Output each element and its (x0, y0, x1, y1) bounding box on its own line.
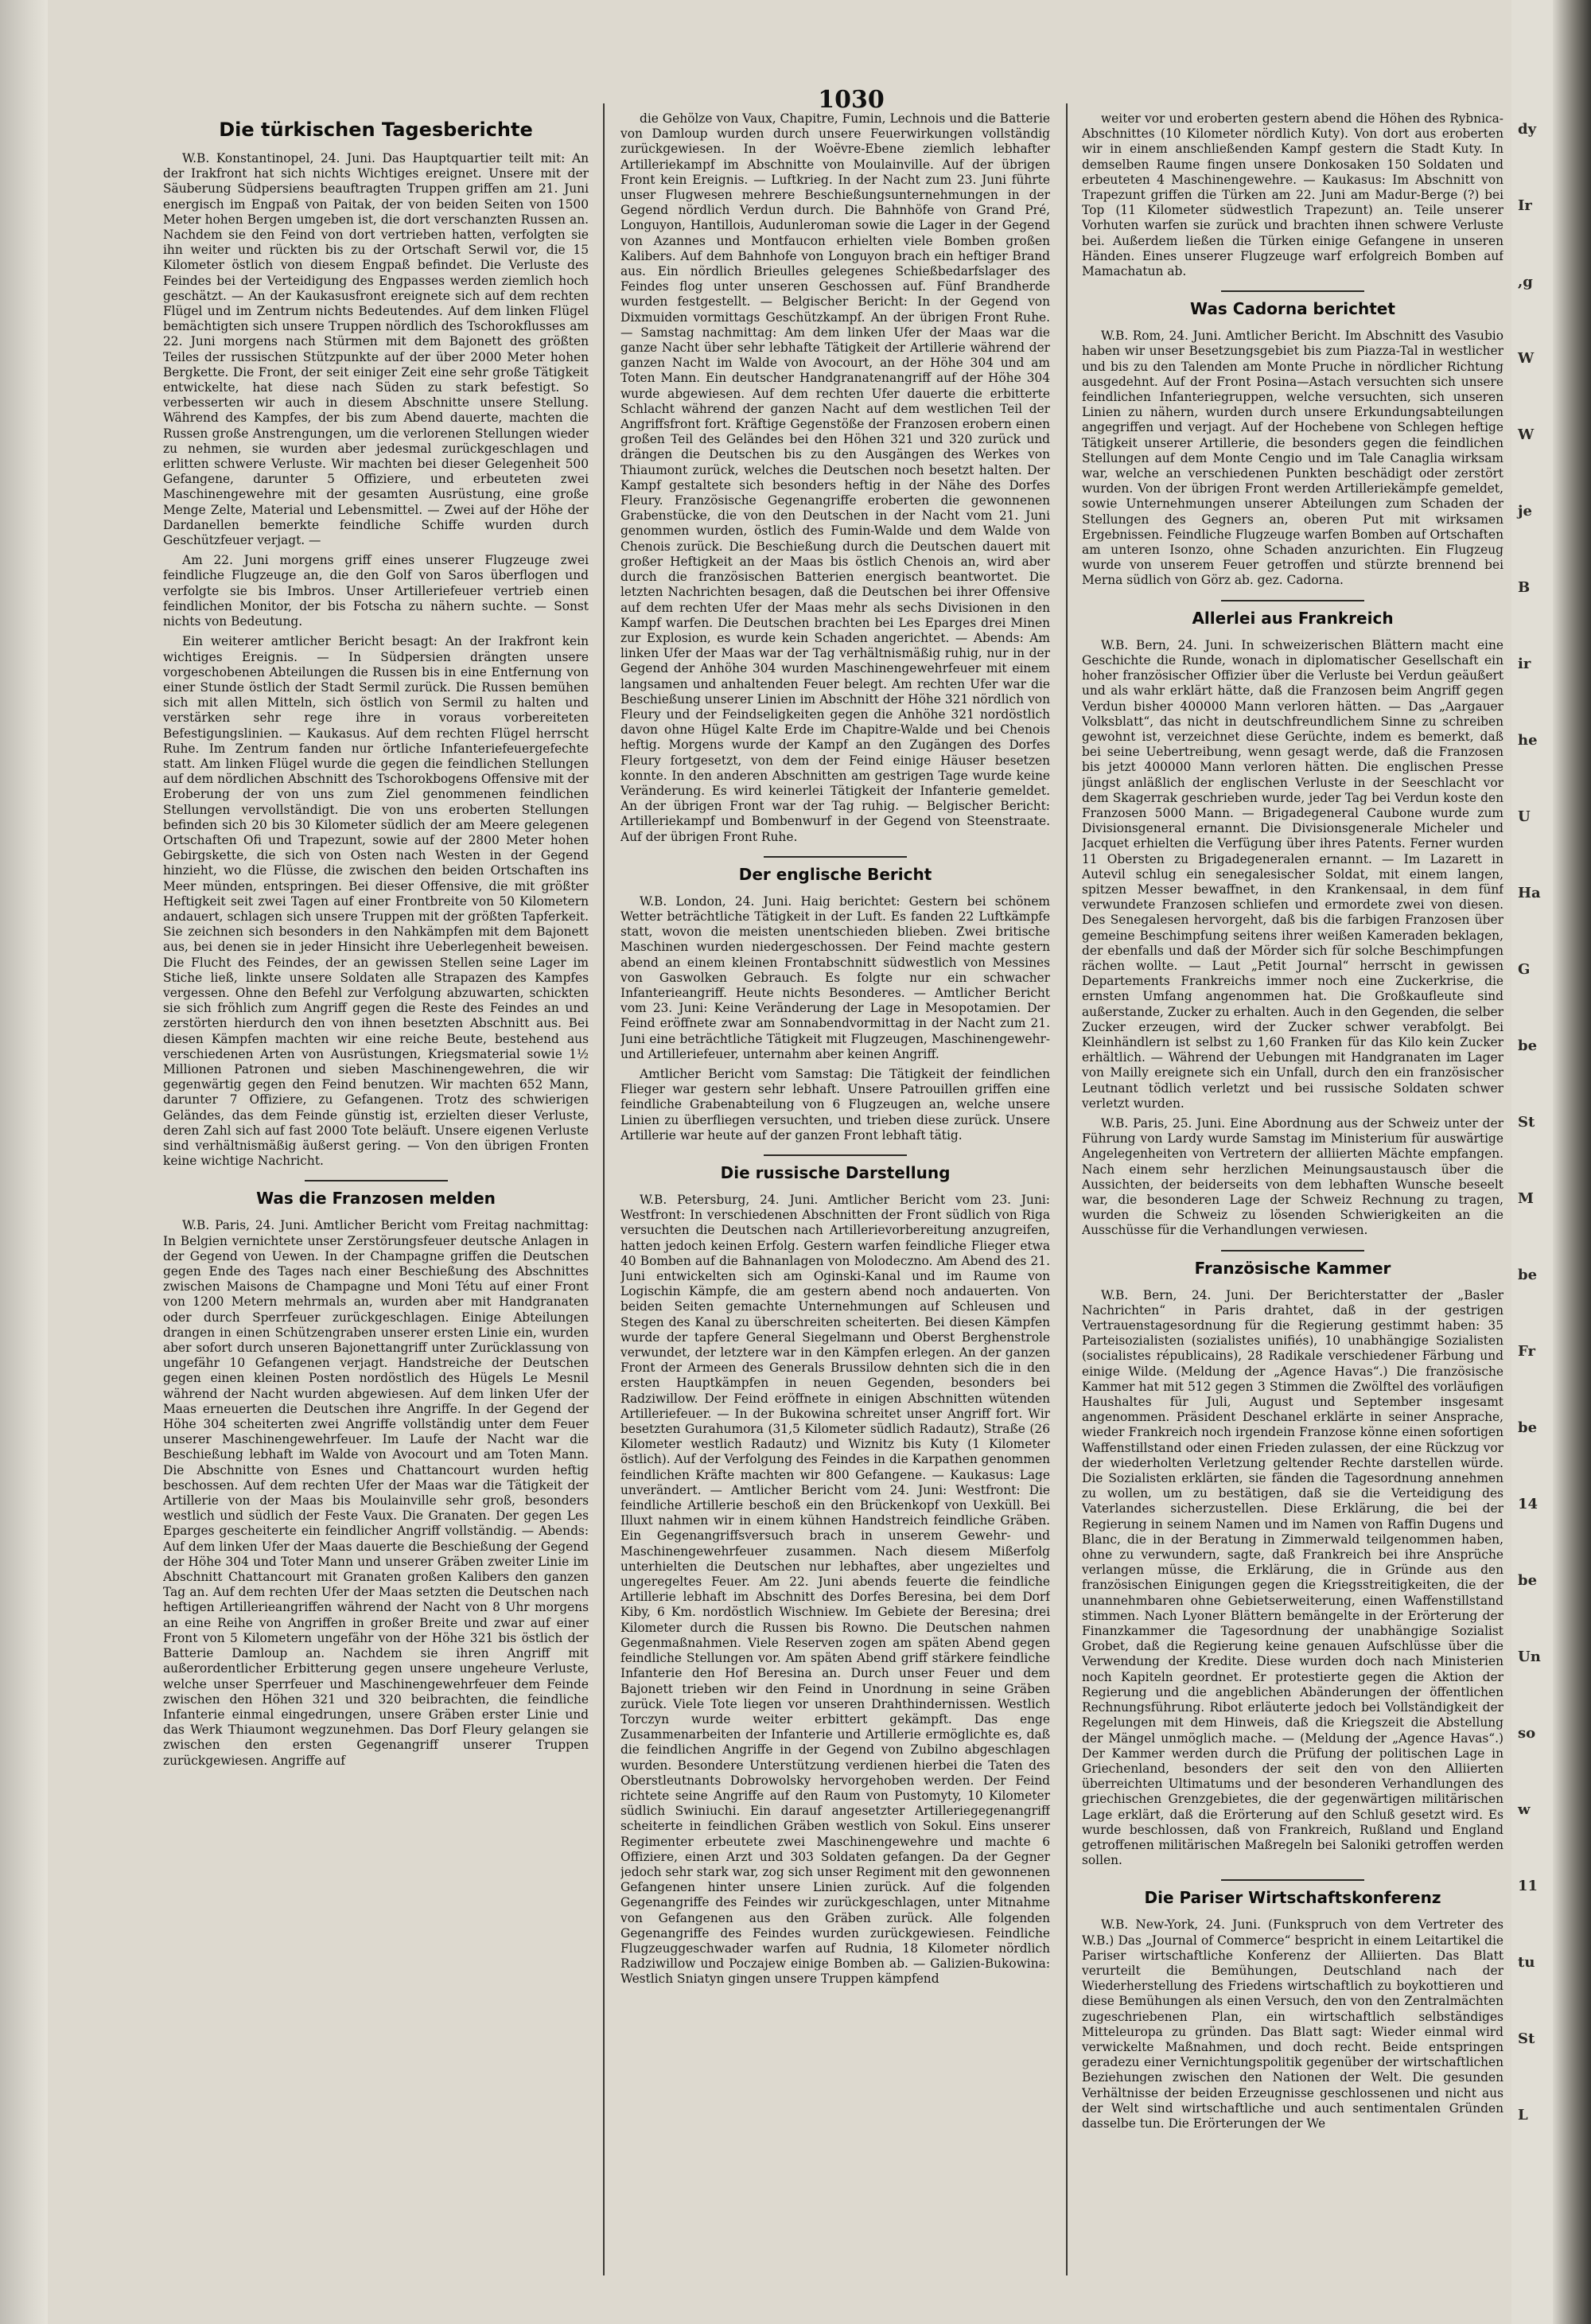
gutter-fragment: Un (1518, 1649, 1541, 1665)
headline-france-misc: Allerlei aus Frankreich (1192, 608, 1394, 628)
headline-french-reports: Was die Franzosen melden (256, 1189, 496, 1209)
article-paragraph: W.B. Bern, 24. Juni. Der Berichterstatter der „Basler Nachrichten“ in Paris drahtet, daß in der gestrigen Vertrauenstagesordnung für die Regierung gestimmt haben: 35 Parteisozialisten (sozialistes unifiés), 10 unabhängige Sozialisten (socialistes républicains), 28 Radikale verschiedener Färbung und einige Wilde. (Meldung der „Agence Havas“.) Die französische Kammer hat mit 512 gegen 3 Stimmen die Zwölftel des vorläufigen Haushaltes für Juli, August und September insgesamt angenommen. Präsident Deschanel erklärte in seiner Ansprache, wieder Frankreich noch irgendein Franzose könne einen sofortigen Waffenstillstand oder einen Frieden zulassen, der eine Rückzug vor der wiederholten Verletzung geltender Rechte darstellen würde. Die Sozialisten erklärten, sie fänden die Tagesordnung annehmen zu wollen, um zu bestätigen, daß sie die Verteidigung des Vaterlandes sicherzustellen. Diese Erklärung, die bei der Regierung in seinem Namen und im Namen von Raffin Dugens und Blanc, die in der Beratung in Zimmerwald teilgenommen haben, ohne zu verwundern, sagte, daß Frankreich bei ihre Ansprüche verlangen müsse, die Erklärung, die in Gründe aus den französischen Einigungen gegen die Kriegsstreitigkeiten, die der unannehmbaren ohne Gebietserweiterung, einen Waffenstillstand stimmen. Nach Lyoner Blättern bemängelte in der Erörterung der Finanzkammer die Tagesordnung der unabhängige Sozialist Grobet, daß die Regierung keine genauen Aufschlüsse über die Verwendung der Kredite. Diese wurden doch nach Ministerien noch Kapiteln geordnet. Er protestierte gegen die Aktion der Regierung und die angeblichen Abänderungen der öffentlichen Rechnungsführung. Ribot erläuterte jedoch bei Vollständigkeit der Regelungen mit dem Hinweis, daß die Kriegszeit die Abstellung der Mängel unmöglich mache. — (Meldung der „Agence Havas“.) Der Kammer werden durch die Prüfung der politischen Lage in Griechenland, besonders der seit den von den Alliierten überreichten Ultimatums und der besonderen Verhandlungen des griechischen Grenzgebietes, die der gegenwärtigen militärischen Lage erklärt, daß die Erörterung auf den Schluß gesetzt wird. Es wurde beschlossen, daß von Frankreich, Rußland und England getroffenen militärischen Maßregeln bei Saloniki getroffen werden sollen. (1082, 1287, 1503, 1868)
article-paragraph: W.B. London, 24. Juni. Haig berichtet: Gestern bei schönem Wetter beträchtliche Tätigkeit in der Luft. Es fanden 22 Luftkämpfe statt, wovon die meisten unentschieden blieben. Zwei britische Maschinen wurden niedergeschossen. Der Feind machte gestern abend an einem kleinen Frontabschnitt südwestlich von Messines von Gaswolken Gebrauch. Es folgte nur ein schwacher Infanterieangriff. Heute nichts Besonderes. — Amtlicher Bericht vom 23. Juni: Keine Veränderung der Lage in Mesopotamien. Der Feind eröffnete zwar am Sonnabendvormittag in der Nacht zum 21. Juni eine beträchtliche Tätigkeit mit Flugzeugen, Maschinengewehr- und Artilleriefeuer, unternahm aber keinen Angriff. (620, 893, 1050, 1061)
gutter-fragment: be (1518, 1037, 1538, 1054)
gutter-fragment: be (1518, 1267, 1538, 1283)
gutter-fragment: B (1518, 579, 1531, 596)
gutter-fragment: St (1518, 1114, 1535, 1131)
headline-french-chamber: Französische Kammer (1194, 1258, 1391, 1278)
gutter-fragment: so (1518, 1725, 1536, 1742)
column-1 (163, 111, 589, 2275)
article-paragraph: die Gehölze von Vaux, Chapitre, Fumin, Lechnois und die Batterie von Damloup wurden durch unsere Feuerwirkungen vollständig zurückgewiesen. In der Woëvre-Ebene ziemlich lebhafter Artilleriekampf im Abschnitte von Moulainville. Auf der übrigen Front kein Ereignis. — Luftkrieg. In der Nacht zum 23. Juni führte unser Flugwesen mehrere Beschießungsunternehmungen in der Gegend nördlich Verdun durch. Die Bahnhöfe von Grand Pré, Longuyon, Hantillois, Audunleroman sowie die Lager in der Gegend von Azannes und Montfaucon erhielten viele Bomben großen Kalibers. Auf dem Bahnhofe von Longuyon brach ein heftiger Brand aus. Ein nördlich Brieulles gelegenes Schießbedarfslager des Feindes flog unter unseren Geschossen auf. Fünf Brandherde wurden festgestellt. — Belgischer Bericht: In der Gegend von Dixmuiden vormittags Geschützkampf. An der übrigen Front Ruhe. — Samstag nachmittag: Am dem linken Ufer der Maas war die ganze Nacht über sehr lebhafte Tätigkeit der Artillerie während der ganzen Nacht im Walde von Avocourt, an der Höhe 304 und am Toten Mann. Ein deutscher Handgranatenangriff auf der Höhe 304 wurde abgewiesen. Auf dem rechten Ufer dauerte die erbitterte Schlacht während der ganzen Nacht auf dem westlichen Teil der Angriffsfront fort. Kräftige Gegenstöße der Franzosen erobern einen großen Teil des Geländes bei den Höhen 321 und 320 zurück und drängen die Deutschen bis zu den Ausgängen des Werkes von Thiaumont zurück, welches die Deutschen noch besetzt halten. Der Kampf gestaltete sich besonders heftig in der Nähe des Dorfes Fleury. Französische Gegenangriffe eroberten die gewonnenen Grabenstücke, die von den Deutschen in der Nacht vom 21. Juni genommen wurden, östlich des Fumin-Walde und dem Walde von Chenois zurück. Die Beschießung durch die Deutschen dauert mit großer Heftigkeit an der Maas bis östlich Chenois an, wird aber durch die französischen Batterien energisch beantwortet. Die letzten Nachrichten besagen, daß die Deutschen bei ihrer Offensive auf dem rechten Ufer der Maas mehr als sechs Divisionen in den Kampf warfen. Die Deutschen brachten bei Les Eparges drei Minen zur Explosion, es wurde kein Schaden angerichtet. — Abends: Am linken Ufer der Maas war der Tag verhältnismäßig ruhig, nur in der Gegend der Anhöhe 304 wurden Maschinengewehrfeuer mit einem langsamen und anhaltenden Feuer belegt. Am rechten Ufer war die Beschießung unserer Linien im Abschnitt der Höhe 321 nördlich von Fleury und der Feindseligkeiten gegen die Anhöhe 321 nordöstlich davon ohne Hügel Kalte Erde im Chapitre-Walde und bei Chenois heftig. Morgens wurde der Kampf an den Zugängen des Dorfes Fleury fortgesetzt, von dem der Feind einige Häuser besetzen konnte. In den anderen Abschnitten am gestrigen Tage wurde keine Veränderung. Es wird keinerlei Tätigkeit der Infanterie gemeldet. An der übrigen Front war der Tag ruhig. — Belgischer Bericht: Artilleriekampf und Bombenwurf in der Gegend von Steenstraate. Auf der übrigen Front Ruhe. (620, 111, 1050, 844)
gutter-fragment: ir (1518, 656, 1531, 672)
gutter-fragment: be (1518, 1572, 1538, 1589)
article-paragraph: Am 22. Juni morgens griff eines unserer Flugzeuge zwei feindliche Flugzeuge an, die den Golf von Saros überflogen und verfolgte sie bis Imbros. Unser Artilleriefeuer vertrieb einen feindlichen Monitor, der bis Fotscha zu nähern suchte. — Sonst nichts von Bedeutung. (163, 553, 589, 629)
gutter-fragment: W (1518, 426, 1535, 443)
gutter-fragment: Ir (1518, 197, 1532, 214)
article-paragraph: Ein weiterer amtlicher Bericht besagt: An der Irakfront kein wichtiges Ereignis. — In Südpersien drängten unsere vorgeschobenen Abteilungen die Russen bis in eine Entfernung von einer Stunde östlich der Stadt Sermil zurück. Die Russen bemühen sich mit allen Mitteln, sich östlich von Sermil zu halten und verstärken sehr rege ihre in voraus vorbereiteten Befestigungslinien. — Kaukasus. Auf dem rechten Flügel herrscht Ruhe. Im Zentrum fanden nur örtliche Infanteriefeuergefechte statt. Am linken Flügel wurde die gegen die feindlichen Stellungen auf dem nördlichen Abschnitt des Tschorokbogens Offensive mit der Eroberung der von uns zum Ziel genommenen feindlichen Stellungen vervollständigt. Die von uns eroberten Stellungen befinden sich 20 bis 30 Kilometer südlich der am Meere gelegenen Ortschaften Ofi und Trapezunt, sowie auf der 2800 Meter hohen Gebirgskette, die sich von Osten nach Westen in der Gegend hinzieht, wo die Flüsse, die zwischen den beiden Ortschaften ins Meer münden, entspringen. Bei dieser Offensive, die mit größter Heftigkeit seit zwei Tagen auf einer Frontbreite von 50 Kilometern andauert, schlagen sich unsere Truppen mit der größten Tapferkeit. Sie zeichnen sich besonders in den Nahkämpfen mit dem Bajonett aus, bei denen sie in jeder Hinsicht ihre Ueberlegenheit beweisen. Die Flucht des Feindes, der an gewissen Stellen seine Lager im Stiche ließ, linkte unsere Soldaten alle Strapazen des Kampfes vergessen. Ohne den Befehl zur Verfolgung abzuwarten, schickten sie sich fröhlich zum Angriff gegen die Reste des Feindes an und zerstörten hierdurch den von ihnen besetzten Abschnitt aus. Bei diesen Kämpfen machten wir eine reiche Beute, bestehend aus verschiedenen Arten von Ausrüstungen, Kriegsmaterial sowie 1½ Millionen Patronen und sieben Maschinengewehren, die wir gegenwärtig gegen den Feind benutzen. Wir machten 652 Mann, darunter 7 Offiziere, zu Gefangenen. Trotz des schwierigen Geländes, das dem Feinde günstig ist, erzielten dieser Verluste, deren Zahl sich auf fast 2000 Tote beläuft. Unsere eigenen Verluste sind verhältnismäßig äußerst gering. — Von den übrigen Fronten keine wichtige Nachricht. (163, 634, 589, 1169)
headline-paris-conference: Die Pariser Wirtschaftskonferenz (1144, 1888, 1441, 1908)
gutter-fragment: tu (1518, 1954, 1535, 1971)
scan-edge-right (1553, 0, 1591, 2324)
gutter-fragment: W (1518, 350, 1535, 367)
gutter-fragment: U (1518, 808, 1531, 825)
article-divider (1221, 290, 1364, 292)
article-divider (764, 1154, 907, 1156)
headline-english-report: Der englische Bericht (738, 864, 932, 884)
column-rule (1066, 103, 1068, 2275)
article-paragraph: weiter vor und eroberten gestern abend die Höhen des Rybnica-Abschnittes (10 Kilometer nördlich Kuty). Von dort aus eroberten wir in einem anschließenden Kampf gestern die Stadt Kuty. In demselben Raume fingen unsere Donkosaken 150 Soldaten und erbeuteten 4 Maschinengewehre. — Kaukasus: Im Abschnitt von Trapezunt griffen die Türken am 22. Juni am Madur-Berge (?) bei Top (11 Kilometer südwestlich Trapezunt) an. Teile unserer Vorhuten warfen sie zurück und brachten ihnen schwere Verluste bei. Außerdem ließen die Türken einige Gefangene in unseren Händen. Eines unserer Flugzeuge warf erfolgreich Bomben auf Mamachatun ab. (1082, 111, 1503, 279)
article-paragraph: W.B. Konstantinopel, 24. Juni. Das Hauptquartier teilt mit: An der Irakfront hat sich nichts Wichtiges ereignet. Unsere mit der Säuberung Südpersiens beauftragten Truppen griffen am 21. Juni energisch im Engpaß von Paitak, der von beiden Seiten von 1500 Meter hohen Bergen umgeben ist, die dort verschanzten Russen an. Nachdem sie den Feind von dort vertrieben hatten, verfolgten sie ihn weiter und rückten bis zu der Ortschaft Serwil vor, die 15 Kilometer östlich von diesem Engpaß befindet. Die Verluste des Feindes bei der Verteidigung des Engpasses werden ziemlich hoch geschätzt. — An der Kaukasusfront ereignete sich auf dem rechten Flügel und im Zentrum nichts Bedeutendes. Auf dem linken Flügel bemächtigten sich unsere Truppen nördlich des Tschorokflusses am 22. Juni morgens nach Stürmen mit dem Bajonett des größten Teiles der russischen Stützpunkte auf der über 2000 Meter hohen Bergkette. Die Front, der seit einiger Zeit eine sehr große Tätigkeit entwickelte, hat diese nach Süden zu stark befestigt. So verbesserten wir auch in diesem Abschnitte unsere Stellung. Während des Kampfes, der bis zum Abend dauerte, machten die Russen große Anstrengungen, um die verlorenen Stellungen wieder zu nehmen, sie wurden aber jedesmal zurückgeschlagen und erlitten schwere Verluste. Wir machten bei dieser Gelegenheit 500 Gefangene, darunter 5 Offiziere, und erbeuteten zwei Maschinengewehre mit der gesamten Ausrüstung, eine große Menge Zelte, Material und Lebensmittel. — Zwei auf der Höhe der Dardanellen bemerkte feindliche Schiffe wurden durch Geschützfeuer verjagt. — (163, 151, 589, 548)
scan-edge-left (0, 0, 48, 2324)
article-paragraph: Amtlicher Bericht vom Samstag: Die Tätigkeit der feindlichen Flieger war gestern sehr lebhaft. Unsere Patrouillen griffen eine feindliche Grabenabteilung von 6 Flugzeugen an, welche unsere Linien zu überfliegen versuchten, und trieben diese zurück. Unsere Artillerie war heute auf der ganzen Front lebhaft tätig. (620, 1066, 1050, 1143)
article-paragraph: W.B. Paris, 24. Juni. Amtlicher Bericht vom Freitag nachmittag: In Belgien vernichtete unser Zerstörungsfeuer deutsche Anlagen in der Gegend von Uewen. In der Champagne griffen die Deutschen gegen Ende des Tages nach einer Beschießung des Abschnittes zwischen Maisons de Champagne und Moni Tétu auf einer Front von 1200 Metern mehrmals an, wurden aber mit Handgranaten oder durch Sperrfeuer zurückgeschlagen. Einige Abteilungen drangen in einen Schützengraben unserer ersten Linie ein, wurden aber sofort durch unseren Bajonettangriff unter Zurücklassung von ungefähr 10 Gefangenen verjagt. Handstreiche der Deutschen gegen einen kleinen Posten nordöstlich des Hügels Le Mesnil während der Nacht wurden abgewiesen. Auf dem linken Ufer der Maas erneuerten die Deutschen ihre Angriffe. In der Gegend der Höhe 304 scheiterten zwei Angriffe vollständig unter dem Feuer unserer Maschinengewehrfeuer. Im Laufe der Nacht war die Beschießung lebhaft im Walde von Avocourt und am Toten Mann. Die Abschnitte von Esnes und Chattancourt wurden heftig beschossen. Auf dem rechten Ufer der Maas war die Tätigkeit der Artillerie von der Maas bis Moulainville sehr groß, besonders westlich und südlich der Feste Vaux. Die Granaten. Der gegen Les Eparges gescheiterte ein feindlicher Angriff vollständig. — Abends: Auf dem linken Ufer der Maas dauerte die Beschießung der Gegend der Höhe 304 und Toter Mann und unserer Gräben zweiter Linie im Abschnitt Chattancourt mit Granaten großen Kalibers den ganzen Tag an. Auf dem rechten Ufer der Maas setzten die Deutschen nach heftigen Artillerieangriffen während der Nacht von 8 Uhr morgens an eine Reihe von Angriffen in großer Breite und zwar auf einer Front von 5 Kilometern ungefähr von der Höhe 321 bis östlich der Batterie Damloup an. Nachdem sie ihren Angriff mit außerordentlicher Erbitterung gegen unsere ungeheure Verluste, welche unser Sperrfeuer und Maschinengewehrfeuer dem Feinde zwischen den Höhen 321 und 320 beibrachten, die feindliche Infanterie einmal eingedrungen, unsere Gräben erster Linie und das Werk Thiaumont wegzunehmen. Das Dorf Fleury gelangen sie zwischen den ersten Gegenangriff unserer Truppen zurückgewiesen. Angriffe auf (163, 1218, 589, 1768)
page-number: 1030 (818, 86, 885, 114)
article-divider (305, 1180, 448, 1181)
gutter-fragment: M (1518, 1190, 1534, 1207)
headline-russian-report: Die russische Darstellung (720, 1163, 951, 1182)
gutter-fragment: Ha (1518, 885, 1541, 901)
column-rule (603, 103, 605, 2275)
gutter-fragment: be (1518, 1419, 1538, 1436)
adjacent-page-gutter (1511, 0, 1553, 2324)
article-paragraph: W.B. Petersburg, 24. Juni. Amtlicher Bericht vom 23. Juni: Westfront: In verschiedenen Abschnitten der Front südlich von Riga versuchten die Deutschen nach Artillerievorbereitung anzugreifen, hatten jedoch keinen Erfolg. Gestern warfen feindliche Flieger etwa 40 Bomben auf die Bahnanlagen von Molodeczno. Am Abend des 21. Juni entwickelten sich am Oginski-Kanal und im Raume von Logischin Kämpfe, die am gestern abend noch andauerten. Von beiden Seiten gemachte Unternehmungen auf Schleusen und Stegen des Kanal zu überschreiten scheiterten. Bei diesen Kämpfen wurde der tapfere General Siegelmann und Oberst Berghenstrole verwundet, der letztere war in den Kämpfen erlegen. An der ganzen Front der Armeen des Generals Brussilow dehnten sich die in den ersten Hauptkämpfen in neuen Gegenden, besonders bei Radziwillow. Der Feind eröffnete in einigen Abschnitten wütenden Artilleriefeuer. — In der Bukowina schreitet unser Angriff fort. Wir besetzten Gurahumora (31,5 Kilometer südlich Radautz), Straße (26 Kilometer westlich Radautz) und Wiznitz bis Kuty (1 Kilometer östlich). Auf der Verfolgung des Feindes in die Karpathen genommen feindlichen Kräfte machten wir 800 Gefangene. — Kaukasus: Lage unverändert. — Amtlicher Bericht vom 24. Juni: Westfront: Die feindliche Artillerie beschoß ein den Brückenkopf von Uexküll. Bei Illuxt nahmen wir in einem kühnen Handstreich feindliche Gräben. Ein Gegenangriffsversuch brach in unserem Gewehr- und Maschinengewehrfeuer zusammen. Nach diesem Mißerfolg unterhielten die Deutschen nur lebhaftes, aber ungezieltes und ungeregeltes Feuer. Am 22. Juni abends feuerte die feindliche Artillerie lebhaft im Abschnitt des Dorfes Beresina, bei dem Dorf Kiby, 6 Km. nordöstlich Wischniew. Im Gebiete der Beresina; drei Kilometer durch die Russen bis Rowno. Die Deutschen nahmen Gegenmaßnahmen. Viele Reserven zogen am späten Abend gegen feindliche Stellungen vor. Am späten Abend griff stärkere feindliche Infanterie den Hof Beresina an. Durch unser Feuer und dem Bajonett trieben wir den Feind in Unordnung in seine Gräben zurück. Viele Tote liegen vor unseren Drahthindernissen. Westlich Torczyn wurde weiter erbittert gekämpft. Das enge Zusammenarbeiten der Infanterie und Artillerie ermöglichte es, daß die feindlichen Angriffe in der Gegend von Zubilno abgeschlagen wurden. Besondere Unterstützung verdienen hierbei die Taten des Oberstleutnants Dobrowolsky hervorgehoben werden. Der Feind richtete seine Angriffe auf den Raum von Pustomyty, 10 Kilometer südlich Swiniuchi. Ein darauf angesetzter Artilleriegegenangriff scheiterte in feindlichen Gräben westlich von Sokul. Eins unserer Regimenter erbeutete zwei Maschinengewehre und machte 6 Offiziere, einen Arzt und 303 Soldaten gefangen. Da der Gegner jedoch sehr stark war, zog sich unser Regiment mit den gewonnenen Gefangenen hinter unsere Linien zurück. Auf die folgenden Gegenangriffe des Feindes wir zurückgeschlagen, unter Mitnahme von Gefangenen aus den Gräben zurück. Alle folgenden Gegenangriffe des Feindes wurden zurückgewiesen. Feindliche Flugzeuggeschwader warfen auf Rudnia, 18 Kilometer nördlich Radziwillow und Poczajew einige Bomben ab. — Galizien-Bukowina: Westlich Sniatyn gingen unsere Truppen kämpfend (620, 1193, 1050, 1987)
headline-cadorna-report: Was Cadorna berichtet (1190, 299, 1395, 319)
headline-turkish-reports: Die türkischen Tagesberichte (219, 119, 533, 141)
gutter-fragment: ,g (1518, 274, 1533, 290)
gutter-fragment: he (1518, 732, 1538, 749)
article-paragraph: W.B. Paris, 25. Juni. Eine Abordnung aus der Schweiz unter der Führung von Lardy wurde Samstag im Ministerium für auswärtige Angelegenheiten von Vertretern der alliierten Mächte empfangen. Nach einem sehr herzlichen Meinungsaustausch über die Aussichten, der beiderseits von dem lebhaften Wunsche beseelt war, die besonderen Lage der Schweiz Rechnung zu tragen, wurden die Schweiz zu lösenden Schwierigkeiten an die Ausschüsse für die Verhandlungen verwiesen. (1082, 1115, 1503, 1238)
gutter-fragment: L (1518, 2107, 1528, 2124)
gutter-fragment: 14 (1518, 1496, 1538, 1512)
article-paragraph: W.B. Rom, 24. Juni. Amtlicher Bericht. Im Abschnitt des Vasubio haben wir unser Besetzungsgebiet bis zum Piazza-Tal in westlicher und bis zu den Talenden am Monte Pruche in nördlicher Richtung ausgedehnt. Auf der Front Posina—Astach versuchten sich unsere feindlichen Infanteriegruppen, welche versuchten, sich unseren Linien zu nähern, wurden durch unsere Erkundungsabteilungen angegriffen und verjagt. Auf der Hochebene von Schlegen heftige Tätigkeit unserer Artillerie, die besonders gegen die feindlichen Stellungen auf dem Monte Cengio und im Tale Canaglia wirksam war, welche an verschiedenen Punkten beschädigt oder zerstört wurden. Von der übrigen Front werden Artilleriekämpfe gemeldet, sowie Unternehmungen unserer Abteilungen zum Schaden der Stellungen des Gegners an, oberen Put mit wirksamen Ergebnissen. Feindliche Flugzeuge warfen Bomben auf Ortschaften am unteren Isonzo, ohne Schaden anzurichten. Ein Flugzeug wurde von unserem Feuer getroffen und stürzte brennend bei Merna südlich von Görz ab. gez. Cadorna. (1082, 329, 1503, 588)
gutter-fragment: G (1518, 961, 1531, 978)
article-divider (764, 856, 907, 858)
article-paragraph: W.B. Bern, 24. Juni. In schweizerischen Blättern macht eine Geschichte die Runde, wonach in diplomatischer Gesellschaft ein hoher französischer Offizier über die Verluste bei Verdun geäußert und als wahr erklärt hätte, daß die Franzosen beim Angriff gegen Verdun bisher 400000 Mann verloren hätten. — Das „Aargauer Volksblatt“, das nicht in deutschfreundlichem Sinne zu schreiben gewohnt ist, verzeichnet diese Gerüchte, indem es bemerkt, daß bei seine Uebertreibung, wenn gesagt werde, daß die Franzosen bis jetzt 400000 Mann verloren hätten. Die englischen Presse jüngst anläßlich der englischen Verluste in der Seeschlacht vor dem Skagerrak geschrieben wurde, jeder Tag bei Verdun koste den Franzosen 5000 Mann. — Brigadegeneral Caubone wurde zum Divisionsgeneral ernannt. Die Divisionsgenerale Micheler und Jacquet erhielten die Verfügung über ihres Patents. Ferner wurden 11 Obersten zu Brigadegeneralen ernannt. — Im Lazarett in Autevil schlug ein senegalesischer Soldat, mit einem langen, spitzen Messer bewaffnet, in den Krankensaal, in dem fünf verwundete Franzosen schliefen und ermordete zwei von diesen. Des Senegalesen hervorgeht, daß bis die farbigen Franzosen über gemeine Beschimpfung seitens ihrer weißen Kameraden beklagen, der ebenfalls und daß der Mörder sich für solche Beschimpfungen rächen wollte. — Laut „Petit Journal“ herrscht in gewissen Departements Frankreichs immer noch eine Zuckerkrise, die ernsten Umfang angenommen hat. Die Großkaufleute sind außerstande, Zucker zu erhalten. Auch in den Gegenden, die selber Zucker erzeugen, wird der Zucker schwer verabfolgt. Bei Kleinhändlern ist selbst zu 1,60 Franken für das Kilo kein Zucker erhältlich. — Während der Uebungen mit Handgranaten im Lager von Mailly ereignete sich ein Unfall, durch den ein französischer Leutnant tödlich verletzt und bei russische Soldaten schwer verletzt wurden. (1082, 637, 1503, 1111)
gutter-fragment: 11 (1518, 1878, 1538, 1894)
column-2 (620, 111, 1050, 2275)
article-divider (1221, 1879, 1364, 1881)
article-paragraph: W.B. New-York, 24. Juni. (Funkspruch von dem Vertreter des W.B.) Das „Journal of Commerce“ bespricht in einem Leitartikel die Pariser wirtschaftliche Konferenz der Alliierten. Das Blatt verurteilt die Bemühungen, Deutschland nach der Wiederherstellung des Friedens wirtschaftlich zu boykottieren und diese Bemühungen als einen Versuch, den von den Zentralmächten zugeschriebenen Plan, ein wirtschaftlich selbständiges Mitteleuropa zu gründen. Das Blatt sagt: Wieder einmal wird verwickelte Maßnahmen, und doch recht. Beide entspringen geradezu einer Vernichtungspolitik gegenüber der wirtschaftlichen Beziehungen zwischen den Nationen der Welt. Die gesunden Verhältnisse der beiden Erzeugnisse geschlossenen und nicht aus der Welt sind wirtschaftliche und auch sentimentalen Gründen dasselbe tun. Die Erörterungen der We (1082, 1917, 1503, 2131)
gutter-fragment: dy (1518, 121, 1537, 138)
gutter-fragment: w (1518, 1801, 1531, 1818)
column-3 (1082, 111, 1503, 2275)
article-divider (1221, 1250, 1364, 1252)
gutter-fragment: St (1518, 2030, 1535, 2047)
gutter-fragment: Fr (1518, 1343, 1535, 1360)
gutter-fragment: je (1518, 503, 1532, 520)
article-divider (1221, 600, 1364, 601)
